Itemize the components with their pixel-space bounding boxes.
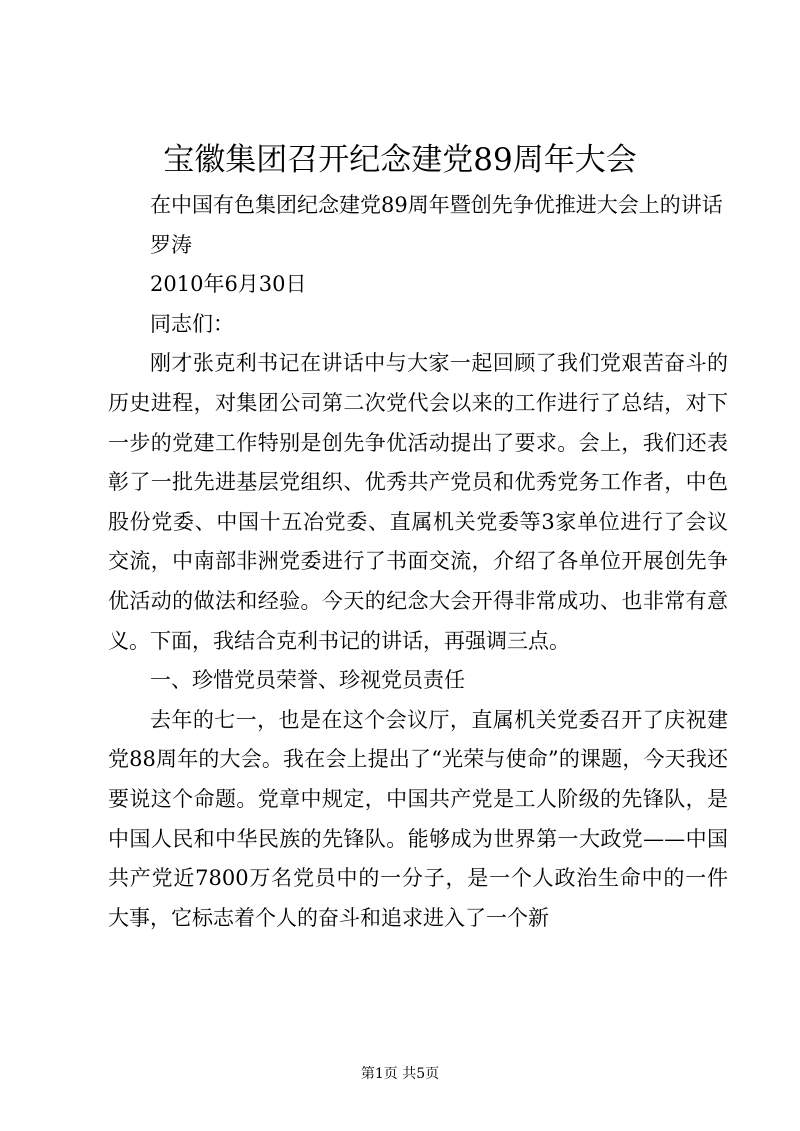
body-paragraph: 去年的七一，也是在这个会议厅，直属机关党委召开了庆祝建党88周年的大会。我在会上提出了“光荣与使命”的课题，今天我还要说这个命题。党章中规定，中国共产党是工人阶级的先锋队，是中国人民和中华民族的先锋队。能够成为世界第一大政党——中国共产党近7800万名党员中的一分子，是一个人政治生命中的一件大事，它标志着个人的奋斗和追求进入了一个新: [108, 707, 728, 930]
page-footer: 第1页 共5页: [360, 1066, 440, 1082]
document-body: [108, 186, 728, 938]
section-heading: 一、珍惜党员荣誉、珍视党员责任: [150, 668, 465, 693]
body-paragraph: 刚才张克利书记在讲话中与大家一起回顾了我们党艰苦奋斗的历史进程，对集团公司第二次党代会以来的工作进行了总结，对下一步的党建工作特别是创先争优活动提出了要求。会上，我们还表彰了一批先进基层党组织、优秀共产党员和优秀党务工作者，中色股份党委、中国十五冶党委、直属机关党委等3家单位进行了会议交流，中南部非洲党委进行了书面交流，介绍了各单位开展创先争优活动的做法和经验。今天的纪念大会开得非常成功、也非常有意义。下面，我结合克利书记的讲话，再强调三点。: [108, 351, 728, 653]
author-line: 罗涛: [150, 232, 192, 257]
document-title: 宝徽集团召开纪念建党89周年大会: [163, 142, 637, 178]
date-line: 2010年6月30日: [150, 272, 307, 297]
subtitle-paragraph: 在中国有色集团纪念建党89周年暨创先争优推进大会上的讲话: [150, 193, 723, 217]
salutation-line: 同志们：: [150, 311, 234, 336]
